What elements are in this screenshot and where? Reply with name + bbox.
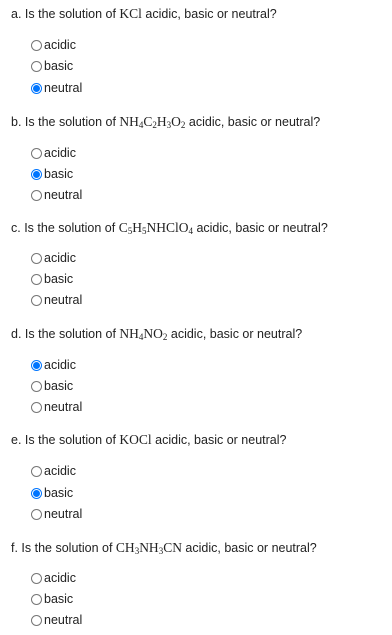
radio-button[interactable]	[31, 190, 42, 201]
option-basic[interactable]	[31, 485, 73, 501]
option-label: basic	[44, 379, 74, 393]
radio-button[interactable]	[31, 148, 42, 159]
question-suffix: acidic, basic or neutral?	[167, 327, 303, 341]
option-label: neutral	[44, 400, 83, 414]
option-label: acidic	[44, 146, 76, 160]
question-suffix: acidic, basic or neutral?	[181, 541, 317, 555]
option-acidic[interactable]	[31, 570, 76, 586]
option-label: basic	[44, 272, 74, 286]
option-label: basic	[44, 59, 74, 73]
radio-button[interactable]	[31, 40, 42, 51]
question-suffix: acidic, basic or neutral?	[185, 115, 321, 129]
option-label: acidic	[44, 571, 76, 585]
radio-button[interactable]	[31, 615, 42, 626]
question-prefix: a. Is the solution of	[11, 7, 120, 21]
question-text	[11, 432, 286, 448]
chemical-formula: $NH_4NO_2$	[119, 326, 168, 342]
option-basic[interactable]	[31, 58, 73, 74]
option-basic[interactable]	[31, 591, 73, 607]
question-prefix: d. Is the solution of	[11, 327, 120, 341]
question-text	[11, 114, 320, 130]
chemical-formula: KOCl	[119, 432, 152, 447]
radio-button[interactable]	[31, 61, 42, 72]
option-label: basic	[44, 167, 74, 181]
chemical-formula: $CH_3NH_3CN$	[115, 540, 182, 556]
option-neutral[interactable]	[31, 80, 82, 96]
option-label: acidic	[44, 464, 76, 478]
chemical-formula: $NH_4C_2H_3O_2$	[119, 114, 186, 130]
question-suffix: acidic, basic or neutral?	[141, 7, 277, 21]
option-neutral[interactable]	[31, 187, 82, 203]
chemical-formula: KCl	[119, 6, 142, 21]
radio-button[interactable]	[31, 360, 42, 371]
question-prefix: f. Is the solution of	[11, 541, 116, 555]
option-label: neutral	[44, 81, 83, 95]
option-acidic[interactable]	[31, 145, 76, 161]
option-label: acidic	[44, 38, 76, 52]
option-neutral[interactable]	[31, 612, 82, 628]
option-label: basic	[44, 486, 74, 500]
option-label: neutral	[44, 188, 83, 202]
option-acidic[interactable]	[31, 357, 76, 373]
radio-button[interactable]	[31, 169, 42, 180]
radio-button[interactable]	[31, 274, 42, 285]
radio-button[interactable]	[31, 509, 42, 520]
question-text	[11, 540, 317, 556]
question-prefix: b. Is the solution of	[11, 115, 120, 129]
option-label: neutral	[44, 293, 83, 307]
option-label: acidic	[44, 251, 76, 265]
option-label: neutral	[44, 507, 83, 521]
radio-button[interactable]	[31, 573, 42, 584]
question-text	[11, 220, 328, 236]
option-acidic[interactable]	[31, 250, 76, 266]
question-suffix: acidic, basic or neutral?	[192, 221, 328, 235]
option-basic[interactable]	[31, 378, 73, 394]
option-acidic[interactable]	[31, 463, 76, 479]
question-text	[11, 6, 277, 22]
radio-button[interactable]	[31, 83, 42, 94]
radio-button[interactable]	[31, 466, 42, 477]
radio-button[interactable]	[31, 381, 42, 392]
radio-button[interactable]	[31, 488, 42, 499]
question-text	[11, 326, 302, 342]
option-basic[interactable]	[31, 271, 73, 287]
option-label: acidic	[44, 358, 76, 372]
question-prefix: e. Is the solution of	[11, 433, 120, 447]
chemical-formula: $C_5H_5NHClO_4$	[118, 220, 193, 236]
option-neutral[interactable]	[31, 506, 82, 522]
option-label: basic	[44, 592, 74, 606]
radio-button[interactable]	[31, 594, 42, 605]
question-prefix: c. Is the solution of	[11, 221, 119, 235]
option-neutral[interactable]	[31, 399, 82, 415]
option-label: neutral	[44, 613, 83, 627]
radio-button[interactable]	[31, 402, 42, 413]
radio-button[interactable]	[31, 253, 42, 264]
option-basic[interactable]	[31, 166, 73, 182]
option-acidic[interactable]	[31, 37, 76, 53]
radio-button[interactable]	[31, 295, 42, 306]
option-neutral[interactable]	[31, 292, 82, 308]
question-suffix: acidic, basic or neutral?	[151, 433, 287, 447]
